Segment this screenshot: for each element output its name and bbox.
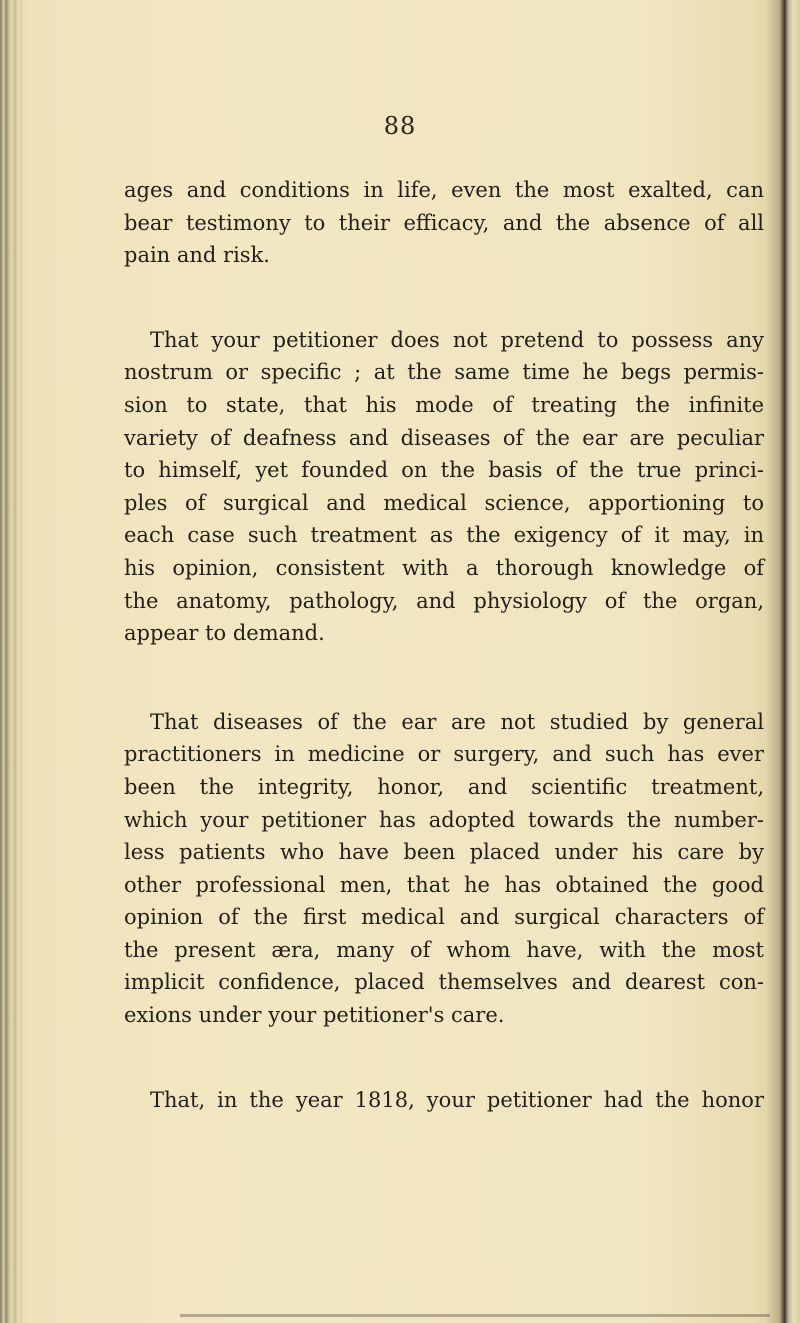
- paragraph-2: [124, 324, 764, 650]
- text-line: nostrum or specific ; at the same time he begs permis-: [124, 360, 764, 385]
- text-line: exions under your petitioner's care.: [124, 1003, 505, 1028]
- text-line: practitioners in medicine or surgery, and such has ever: [124, 742, 764, 767]
- text-line: pain and risk.: [124, 243, 270, 268]
- text-line: That your petitioner does not pretend to possess any: [150, 327, 764, 352]
- text-line: ples of surgical and medical science, apportioning to: [124, 490, 764, 515]
- text-line: variety of deafness and diseases of the ear are peculiar: [124, 425, 764, 450]
- text-line: opinion of the first medical and surgical characters of: [124, 905, 764, 930]
- text-line: less patients who have been placed under his care by: [124, 840, 764, 865]
- text-line: which your petitioner has adopted towards the number-: [124, 807, 764, 832]
- paragraph-1: [124, 174, 764, 272]
- text-line: ages and conditions in life, even the most exalted, can: [124, 178, 764, 202]
- page-edge-shadow: [766, 0, 800, 1323]
- page-bottom-edge: [180, 1314, 770, 1317]
- text-line: the anatomy, pathology, and physiology of the organ,: [124, 588, 764, 613]
- text-line: his opinion, consistent with a thorough knowledge of: [124, 555, 764, 580]
- text-line: implicit confidence, placed themselves and dearest con-: [124, 970, 764, 995]
- text-line: to himself, yet founded on the basis of the true princi-: [124, 458, 764, 483]
- text-line: That diseases of the ear are not studied by general: [150, 709, 764, 734]
- text-line: been the integrity, honor, and scientific treatment,: [124, 774, 764, 799]
- text-line: That, in the year 1818, your petitioner had the honor: [150, 1087, 764, 1112]
- text-line: the present æra, many of whom have, with the most: [124, 937, 764, 962]
- book-binding-edge: [0, 0, 22, 1323]
- page-number: 88: [383, 112, 417, 140]
- text-line: each case such treatment as the exigency of it may, in: [124, 523, 764, 548]
- text-line: other professional men, that he has obtained the good: [124, 872, 764, 897]
- text-line: sion to state, that his mode of treating the infinite: [124, 392, 764, 417]
- body-text: [124, 174, 764, 1116]
- paragraph-4: [124, 1084, 764, 1117]
- text-line: appear to demand.: [124, 621, 325, 646]
- text-line: bear testimony to their efficacy, and the absence of all: [124, 210, 764, 235]
- paragraph-3: [124, 706, 764, 1032]
